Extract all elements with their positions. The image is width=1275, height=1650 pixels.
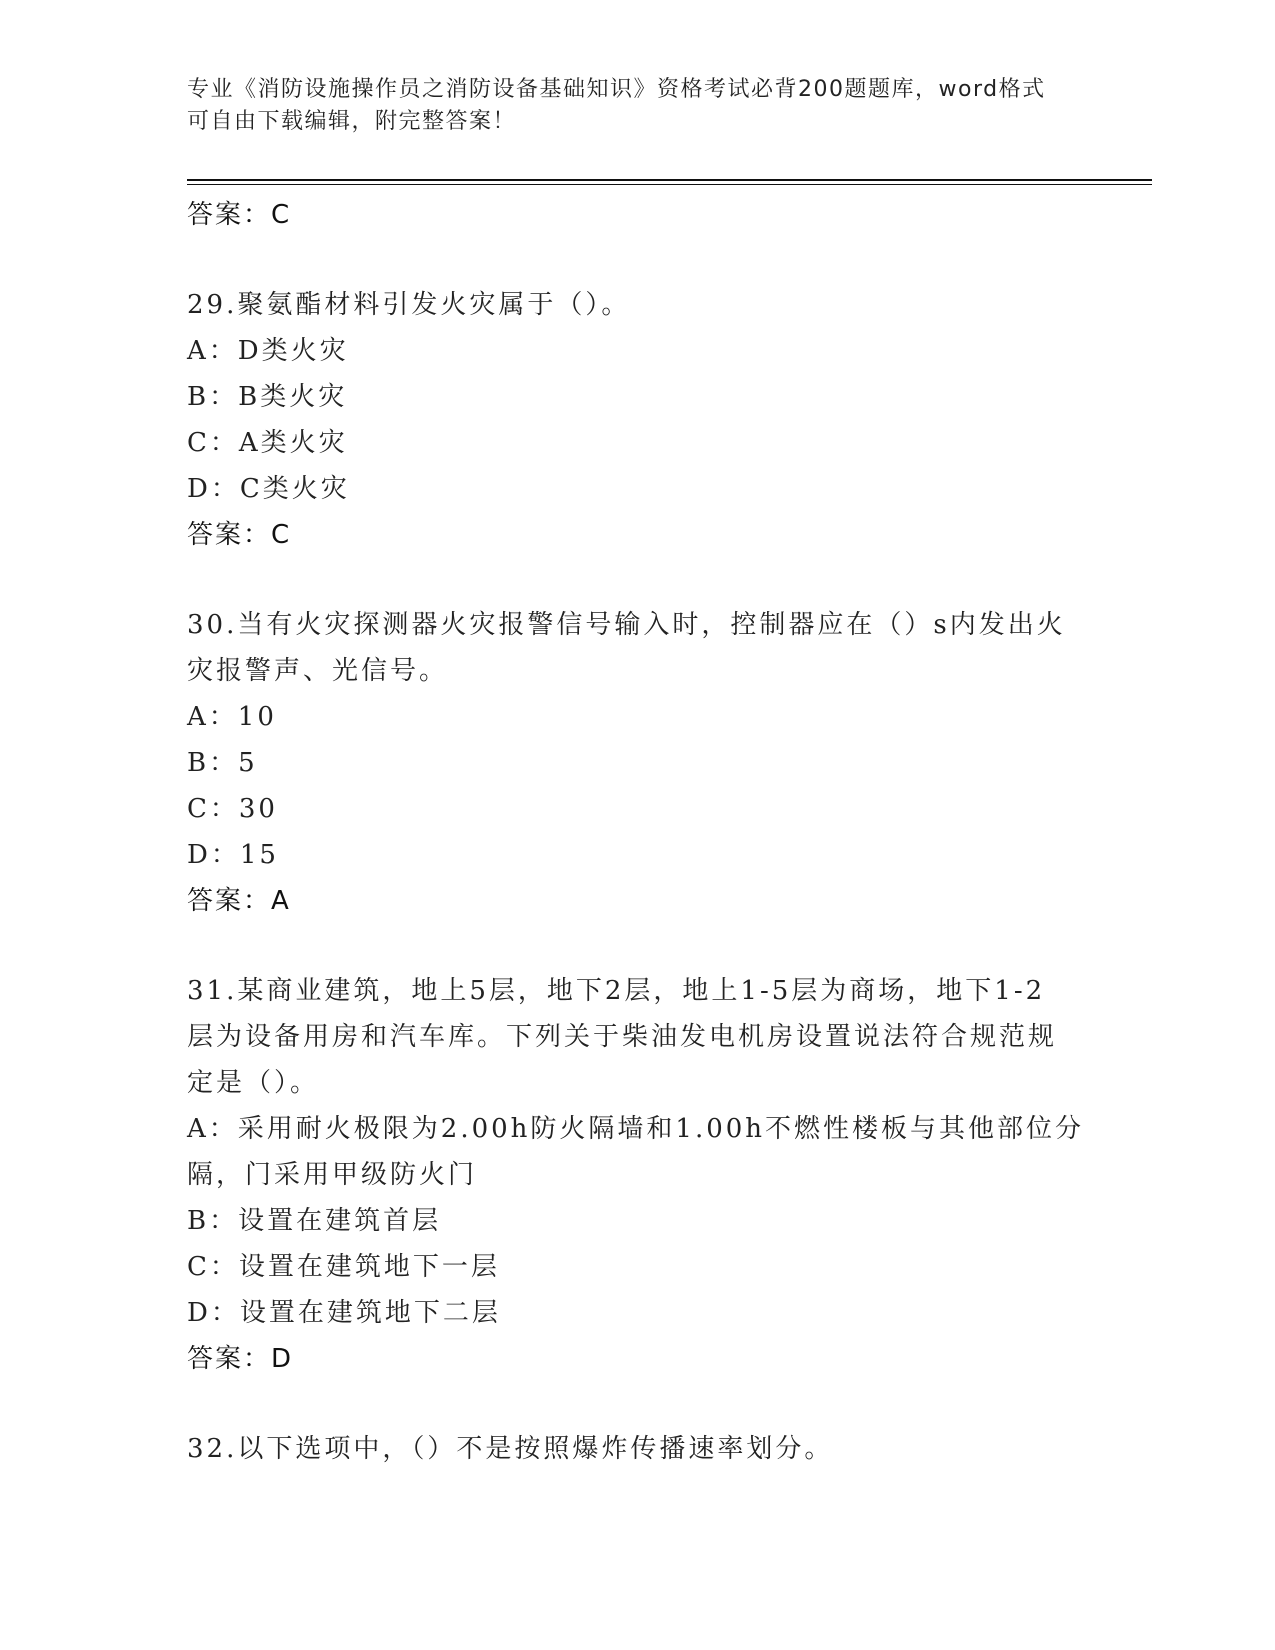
question-31-option-d: D：设置在建筑地下二层 xyxy=(187,1298,501,1328)
question-29-option-b: B：B类火灾 xyxy=(187,382,348,412)
spacer xyxy=(187,238,1087,282)
question-32 xyxy=(187,1426,1087,1472)
question-30-option-b: B：5 xyxy=(187,748,258,778)
spacer xyxy=(187,924,1087,968)
question-29-text: 29.聚氨酯材料引发火灾属于（）。 xyxy=(187,290,631,320)
header-divider-thick xyxy=(187,179,1152,181)
document-body xyxy=(187,192,1087,1472)
question-30 xyxy=(187,602,1087,924)
question-30-answer: 答案：A xyxy=(187,886,291,916)
question-29 xyxy=(187,282,1087,558)
question-31-option-b: B：设置在建筑首层 xyxy=(187,1206,442,1236)
spacer xyxy=(187,1382,1087,1426)
question-31-option-a-line-2: 隔，门采用甲级防火门 xyxy=(187,1160,478,1190)
question-31-text-line-2: 层为设备用房和汽车库。下列关于柴油发电机房设置说法符合规范规 xyxy=(187,1022,1058,1052)
header-text: 专业《消防设施操作员之消防设备基础知识》资格考试必背200题题库，word格式可自由下载编辑，附完整答案！ xyxy=(187,77,1046,134)
question-30-option-a: A：10 xyxy=(187,702,277,732)
question-30-option-c: C：30 xyxy=(187,794,278,824)
question-31-option-c: C：设置在建筑地下一层 xyxy=(187,1252,500,1282)
question-30-text-line-1: 30.当有火灾探测器火灾报警信号输入时，控制器应在（）s内发出火 xyxy=(187,610,1066,640)
question-29-answer: 答案：C xyxy=(187,520,292,550)
question-31-text-line-1: 31.某商业建筑，地上5层，地下2层，地上1-5层为商场，地下1-2 xyxy=(187,976,1046,1006)
header-divider-thin xyxy=(187,184,1152,185)
question-31-text-line-3: 定是（）。 xyxy=(187,1068,320,1098)
question-31-answer: 答案：D xyxy=(187,1344,294,1374)
question-29-option-a: A：D类火灾 xyxy=(187,336,349,366)
question-32-text: 32.以下选项中，（）不是按照爆炸传播速率划分。 xyxy=(187,1434,834,1464)
answer-28: 答案：C xyxy=(187,200,292,230)
question-29-option-c: C：A类火灾 xyxy=(187,428,348,458)
spacer xyxy=(187,558,1087,602)
question-29-option-d: D：C类火灾 xyxy=(187,474,350,504)
question-30-text-line-2: 灾报警声、光信号。 xyxy=(187,656,449,686)
question-31 xyxy=(187,968,1087,1382)
document-header xyxy=(187,74,1067,138)
question-30-option-d: D：15 xyxy=(187,840,279,870)
question-31-option-a-line-1: A：采用耐火极限为2.00h防火隔墙和1.00h不燃性楼板与其他部位分 xyxy=(187,1114,1085,1144)
